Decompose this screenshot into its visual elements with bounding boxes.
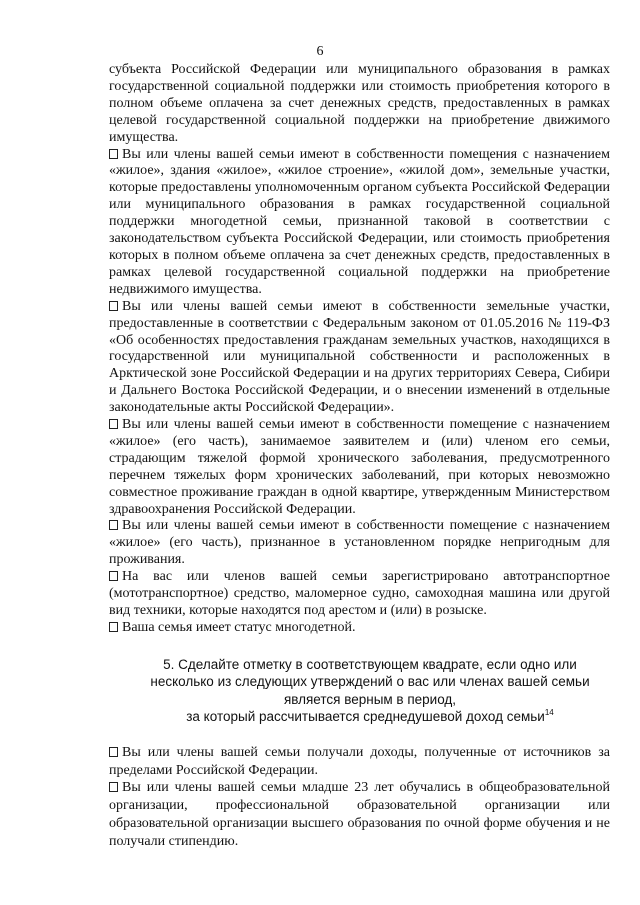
paragraph-text: Вы или члены вашей семьи имеют в собственности помещение с назначением «жилое» (его часть), признанное в установленном порядке непригодным для проживания.: [109, 518, 610, 568]
paragraph-text: Вы или члены вашей семьи имеют в собственности земельные участки, предоставленные в соответствии с Федеральным законом от 01.05.2016 № 119-ФЗ «Об особенностях предоставления гражданам земельных участков, находящихся в государственной или муниципальной собственности и расположенных в Арктической зоне Российской Федерации и на других территориях Севера, Сибири и Дальнего Востока Российской Федерации, и о внесении изменений в отдельные законодательные акты Российской Федерации».: [109, 298, 610, 416]
checkbox[interactable]: [109, 571, 118, 581]
checkbox-paragraph: [109, 518, 610, 569]
checkbox[interactable]: [109, 622, 118, 632]
checkbox-paragraph: [109, 147, 610, 299]
document-body-bottom: [109, 744, 610, 850]
paragraph-text: Ваша семья имеет статус многодетной.: [122, 619, 356, 635]
paragraph-text: На вас или членов вашей семьи зарегистрировано автотранспортное (мототранспортное) средство, маломерное судно, самоходная машина или другой вид техники, которые находятся под арестом и (или) в розыске.: [109, 569, 610, 618]
section-5-heading: [140, 656, 600, 725]
paragraph-text: Вы или члены вашей семьи получали доходы, полученные от источников за пределами Российской Федерации.: [109, 745, 610, 778]
checkbox[interactable]: [109, 782, 118, 792]
document-body: [109, 62, 610, 637]
checkbox[interactable]: [109, 520, 118, 530]
checkbox[interactable]: [109, 149, 118, 159]
checkbox-paragraph: [109, 299, 610, 417]
heading-text: за который рассчитывается среднедушевой доход семьи: [186, 708, 545, 724]
page-number: 6: [316, 44, 324, 59]
footnote-ref: 14: [544, 707, 554, 717]
heading-line: является верным в период,: [283, 691, 457, 707]
checkbox[interactable]: [109, 747, 118, 757]
checkbox-paragraph: [109, 417, 610, 518]
checkbox-paragraph: [109, 779, 610, 850]
heading-line: [140, 708, 600, 725]
paragraph-text: Вы или члены вашей семьи имеют в собственности помещение с назначением «жилое» (его часть), занимаемое заявителем и (или) членом его семьи, страдающим тяжелой формой хронического заболевания, предусмотренного перечнем тяжелых форм хронических заболеваний, при которых невозможно совместное проживание граждан в одной квартире, утвержденным Министерством здравоохранения Российской Федерации.: [109, 417, 610, 517]
checkbox-paragraph: [109, 620, 610, 637]
heading-line: 5. Сделайте отметку в соответствующем квадрате, если одно или: [163, 657, 577, 672]
paragraph-text: Вы или члены вашей семьи младше 23 лет обучались в общеобразовательной организации, профессиональной образовательной организации или образовательной организации высшего образования по очной форме обучения и не получали стипендию.: [109, 780, 610, 849]
checkbox-paragraph: [109, 744, 610, 779]
paragraph-text: Вы или члены вашей семьи имеют в собственности помещения с назначением «жилое», здания «жилое», «жилое строение», «жилой дом», земельные участки, которые предоставлены уполномоченным органом субъекта Российской Федерации или муниципального образования в рамках государственной социальной поддержки многодетной семьи, признанной таковой в соответствии с законодательством субъекта Российской Федерации, или стоимость приобретения которых в полном объеме оплачена за счет денежных средств, предоставленных в рамках целевой государственной социальной поддержки на приобретение недвижимого имущества.: [109, 146, 610, 297]
checkbox[interactable]: [109, 301, 118, 311]
paragraph-text: субъекта Российской Федерации или муниципального образования в рамках государственной социальной поддержки или стоимость приобретения которого в полном объеме оплачена за счет денежных средств, предоставленных в рамках целевой государственной социальной поддержки на приобретение движимого имущества.: [109, 62, 610, 145]
paragraph-continuation: [109, 62, 610, 147]
checkbox-paragraph: [109, 569, 610, 620]
heading-line: несколько из следующих утверждений о вас или членах вашей семьи: [150, 674, 590, 690]
checkbox[interactable]: [109, 419, 118, 429]
